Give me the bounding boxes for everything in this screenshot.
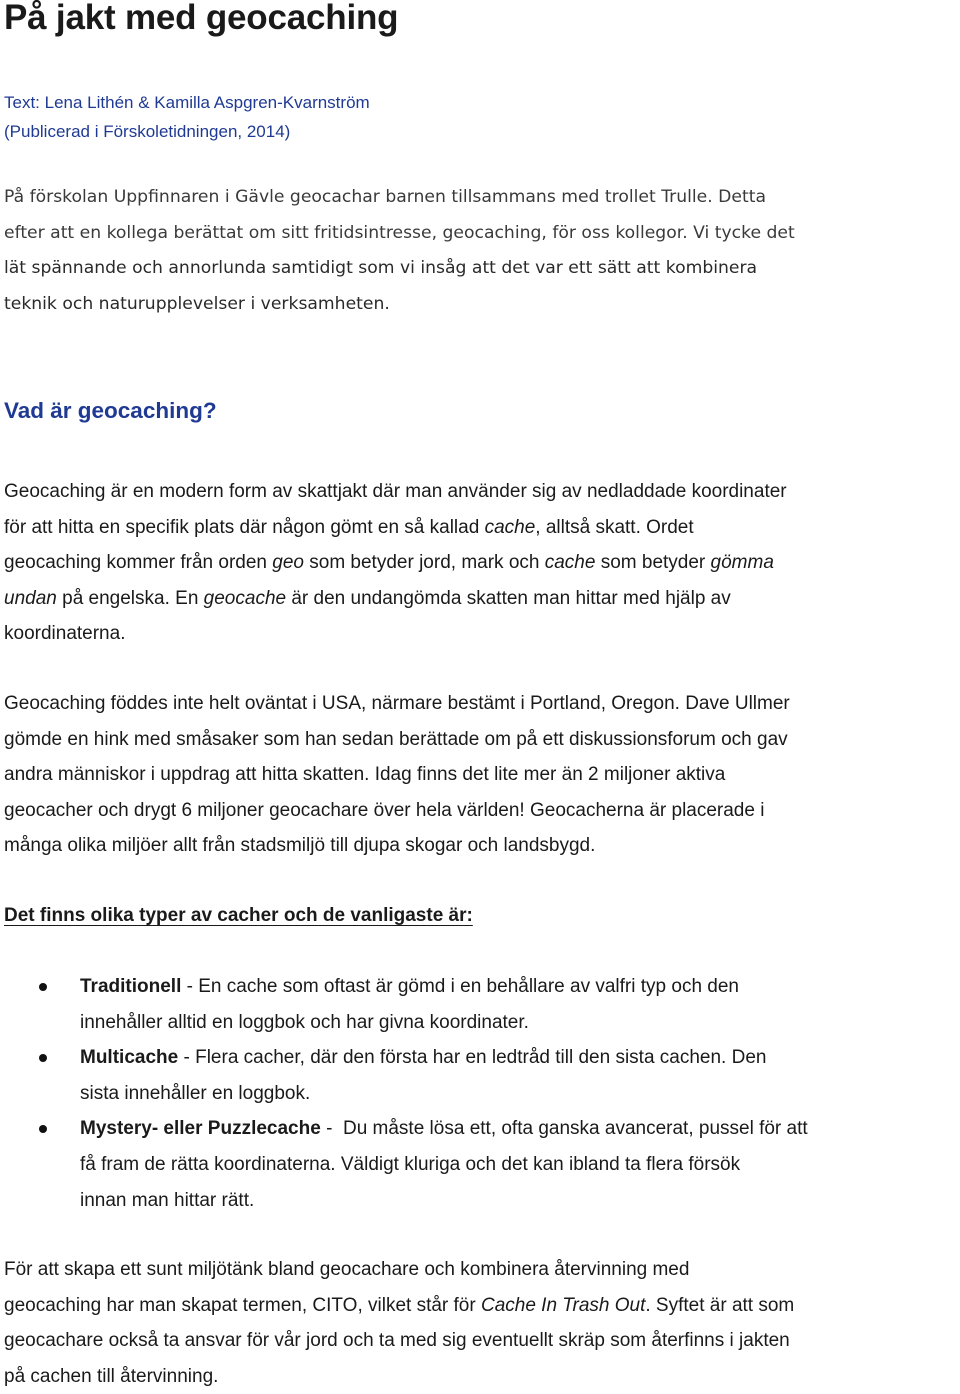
text-line: Multicache - Flera cacher, där den första har en ledtråd till den sista cachen. Den [80,1047,767,1069]
paragraph-cito [4,1252,956,1394]
emphasis-term: geocache [203,587,287,609]
cache-types-list [0,969,960,1218]
intro-paragraph [4,180,954,322]
cache-type-name: Traditionell [80,976,182,997]
byline [4,88,370,146]
list-item-traditional [0,969,960,1040]
text-line: för att hitta en specifik plats där någon gömt en så kallad cache, alltså skatt. Ordet [4,516,694,538]
text-line: koordinaterna. [4,623,126,645]
intro-line: lät spännande och annorlunda samtidigt som vi insåg att det var ett sätt att kombinera [4,258,758,278]
intro-line: efter att en kollega berättat om sitt fritidsintresse, geocaching, för oss kollegor. Vi tycke det [4,222,795,243]
text-line: Mystery- eller Puzzlecache - Du måste lösa ett, ofta ganska avancerat, pussel för att [80,1118,808,1140]
text-line: gömde en hink med småsaker som han sedan berättade om på ett diskussionsforum och gav [4,728,788,750]
text-line: få fram de rätta koordinaterna. Väldigt kluriga och det kan ibland ta flera försök [80,1153,741,1175]
text-line: Geocaching är en modern form av skattjakt där man använder sig av nedladdade koordinater [4,481,787,502]
text-line: geocaching har man skapat termen, CITO, vilket står för Cache In Trash Out. Syftet är att som [4,1294,795,1316]
emphasis-term: cache [484,516,536,538]
text-line: geocacher och drygt 6 miljoner geocachare över hela världen! Geocacherna är placerade i [4,799,765,821]
intro-line: teknik och naturupplevelser i verksamheten. [4,293,390,314]
paragraph-what-is-geocaching [4,474,956,652]
bullet-icon [39,983,47,991]
text-line: geocachare också ta ansvar för vår jord och ta med sig eventuellt skräp som återfinns i jakten [4,1330,790,1352]
section-heading: Vad är geocaching? [4,398,217,423]
emphasis-term: geo [272,552,304,574]
document-title: På jakt med geocaching [4,0,399,37]
text-line: många olika miljöer allt från stadsmiljö till djupa skogar och landsbygd. [4,835,596,857]
text-line: Traditionell - En cache som oftast är gömd i en behållare av valfri typ och den [80,976,739,997]
emphasis-term: gömma [710,552,774,574]
byline-authors: Text: Lena Lithén & Kamilla Aspgren-Kvarnström [4,93,370,112]
text-line: innan man hittar rätt. [80,1189,255,1211]
cache-type-name: Mystery- eller Puzzlecache [80,1118,321,1140]
emphasis-term: undan [4,587,57,609]
text-line: geocaching kommer från orden geo som betyder jord, mark och cache som betyder gömma [4,552,774,574]
bullet-icon [39,1054,47,1062]
list-item-mystery [0,1111,960,1218]
list-item-multicache [0,1040,960,1111]
text-line: Geocaching föddes inte helt oväntat i USA, närmare bestämt i Portland, Oregon. Dave Ullmer [4,693,790,714]
cache-type-name: Multicache [80,1047,179,1069]
emphasis-term: cache [544,552,596,574]
paragraph-history [4,686,956,864]
text-line: För att skapa ett sunt miljötänk bland geocachare och kombinera återvinning med [4,1259,690,1280]
text-line: på cachen till återvinning. [4,1365,219,1387]
types-heading: Det finns olika typer av cacher och de vanligaste är: [4,905,473,926]
text-line: innehåller alltid en loggbok och har givna koordinater. [80,1011,529,1033]
byline-publication: (Publicerad i Förskoletidningen, 2014) [4,122,291,141]
text-line: undan på engelska. En geocache är den undangömda skatten man hittar med hjälp av [4,587,731,609]
text-line: andra människor i uppdrag att hitta skatten. Idag finns det lite mer än 2 miljoner aktiva [4,764,726,786]
bullet-icon [39,1125,47,1133]
intro-line: På förskolan Uppfinnaren i Gävle geocachar barnen tillsammans med trollet Trulle. Detta [4,187,766,207]
emphasis-term: Cache In Trash Out [480,1294,646,1316]
text-line: sista innehåller en loggbok. [80,1082,311,1104]
